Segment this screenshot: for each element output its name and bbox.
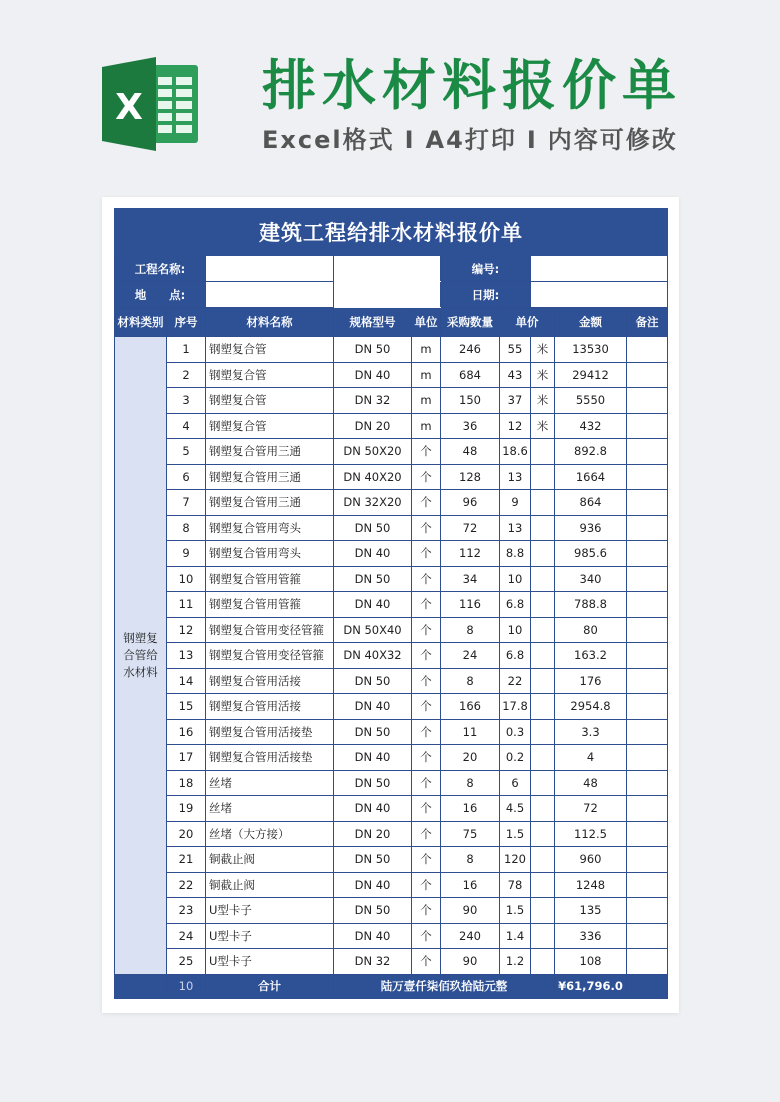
cell-name: 铜截止阀 xyxy=(206,847,334,873)
cell-remark[interactable] xyxy=(627,464,668,490)
cell-name: 丝堵 xyxy=(206,770,334,796)
table-row xyxy=(115,668,668,694)
quote-sheet xyxy=(102,197,679,1013)
cell-price: 4.5 xyxy=(500,796,531,822)
table-row xyxy=(115,592,668,618)
cell-spec: DN 50 xyxy=(334,898,412,924)
cell-price-unit xyxy=(531,668,555,694)
total-blank xyxy=(115,974,167,998)
cell-remark[interactable] xyxy=(627,719,668,745)
cell-name: U型卡子 xyxy=(206,923,334,949)
cell-qty: 116 xyxy=(441,592,500,618)
cell-price: 10 xyxy=(500,617,531,643)
cell-amount: 336 xyxy=(555,923,627,949)
cell-price-unit xyxy=(531,490,555,516)
cell-spec: DN 20 xyxy=(334,821,412,847)
table-row xyxy=(115,464,668,490)
cell-spec: DN 40 xyxy=(334,872,412,898)
cell-no: 25 xyxy=(167,949,206,975)
cell-name: 钢塑复合管 xyxy=(206,337,334,363)
cell-name: 钢塑复合管 xyxy=(206,413,334,439)
cell-unit: 个 xyxy=(412,745,441,771)
cell-price-unit xyxy=(531,719,555,745)
cell-spec: DN 50 xyxy=(334,515,412,541)
cell-spec: DN 50 xyxy=(334,719,412,745)
cell-amount: 892.8 xyxy=(555,439,627,465)
table-row xyxy=(115,745,668,771)
excel-logo-icon xyxy=(100,55,200,153)
cell-unit: 个 xyxy=(412,694,441,720)
cell-price-unit xyxy=(531,592,555,618)
cell-qty: 48 xyxy=(441,439,500,465)
cell-amount: 112.5 xyxy=(555,821,627,847)
cell-qty: 90 xyxy=(441,949,500,975)
cell-remark[interactable] xyxy=(627,821,668,847)
cell-name: 钢塑复合管用弯头 xyxy=(206,515,334,541)
cell-spec: DN 40 xyxy=(334,796,412,822)
cell-price-unit: 米 xyxy=(531,388,555,414)
cell-price-unit xyxy=(531,821,555,847)
col-header-no: 序号 xyxy=(167,308,206,337)
cell-no: 19 xyxy=(167,796,206,822)
table-row xyxy=(115,388,668,414)
cell-remark[interactable] xyxy=(627,898,668,924)
cell-no: 9 xyxy=(167,541,206,567)
cell-amount: 135 xyxy=(555,898,627,924)
cell-unit: 个 xyxy=(412,949,441,975)
col-header-unit: 单位 xyxy=(412,308,441,337)
project-name-field[interactable] xyxy=(206,256,334,282)
cell-unit: 个 xyxy=(412,541,441,567)
cell-price-unit: 米 xyxy=(531,413,555,439)
cell-price: 18.6 xyxy=(500,439,531,465)
cell-remark[interactable] xyxy=(627,439,668,465)
cell-price: 8.8 xyxy=(500,541,531,567)
column-header-row xyxy=(115,308,668,337)
table-row xyxy=(115,770,668,796)
cell-qty: 24 xyxy=(441,643,500,669)
cell-price-unit xyxy=(531,541,555,567)
cell-name: 钢塑复合管 xyxy=(206,362,334,388)
cell-spec: DN 50 xyxy=(334,668,412,694)
cell-remark[interactable] xyxy=(627,388,668,414)
table-row xyxy=(115,898,668,924)
cell-unit: 个 xyxy=(412,898,441,924)
cell-no: 8 xyxy=(167,515,206,541)
cell-qty: 8 xyxy=(441,668,500,694)
cell-remark[interactable] xyxy=(627,617,668,643)
cell-qty: 150 xyxy=(441,388,500,414)
cell-amount: 29412 xyxy=(555,362,627,388)
cell-price: 0.3 xyxy=(500,719,531,745)
cell-unit: m xyxy=(412,413,441,439)
cell-price: 22 xyxy=(500,668,531,694)
cell-no: 4 xyxy=(167,413,206,439)
cell-no: 12 xyxy=(167,617,206,643)
table-row xyxy=(115,847,668,873)
cell-spec: DN 40 xyxy=(334,745,412,771)
cell-price-unit xyxy=(531,617,555,643)
cell-unit: m xyxy=(412,388,441,414)
cell-qty: 11 xyxy=(441,719,500,745)
cell-unit: 个 xyxy=(412,796,441,822)
cell-name: 钢塑复合管用变径管箍 xyxy=(206,643,334,669)
table-row xyxy=(115,490,668,516)
cell-qty: 684 xyxy=(441,362,500,388)
cell-amount: 5550 xyxy=(555,388,627,414)
cell-price: 55 xyxy=(500,337,531,363)
cell-amount: 108 xyxy=(555,949,627,975)
cell-amount: 1248 xyxy=(555,872,627,898)
cell-amount: 864 xyxy=(555,490,627,516)
cell-qty: 20 xyxy=(441,745,500,771)
total-remark xyxy=(627,974,668,998)
cell-no: 3 xyxy=(167,388,206,414)
cell-amount: 80 xyxy=(555,617,627,643)
cell-amount: 3.3 xyxy=(555,719,627,745)
subtitle-separator: I xyxy=(526,126,538,154)
page-title: 排水材料报价单 xyxy=(262,54,682,117)
cell-name: U型卡子 xyxy=(206,949,334,975)
cell-remark[interactable] xyxy=(627,515,668,541)
total-amount-text: 陆万壹仟柒佰玖拾陆元整 xyxy=(334,974,555,998)
total-row xyxy=(115,974,668,998)
col-header-category: 材料类别 xyxy=(115,308,167,337)
table-row xyxy=(115,949,668,975)
cell-remark[interactable] xyxy=(627,643,668,669)
cell-spec: DN 32 xyxy=(334,388,412,414)
cell-remark[interactable] xyxy=(627,872,668,898)
cell-unit: 个 xyxy=(412,668,441,694)
cell-price: 6.8 xyxy=(500,592,531,618)
cell-spec: DN 40 xyxy=(334,694,412,720)
cell-name: 钢塑复合管用三通 xyxy=(206,439,334,465)
cell-amount: 4 xyxy=(555,745,627,771)
cell-qty: 8 xyxy=(441,617,500,643)
info-spacer xyxy=(334,282,441,308)
page-subtitle xyxy=(262,124,678,156)
cell-spec: DN 50X20 xyxy=(334,439,412,465)
cell-price: 6 xyxy=(500,770,531,796)
cell-qty: 246 xyxy=(441,337,500,363)
table-row xyxy=(115,923,668,949)
table-row xyxy=(115,872,668,898)
cell-name: 钢塑复合管 xyxy=(206,388,334,414)
table-row xyxy=(115,796,668,822)
cell-price: 1.2 xyxy=(500,949,531,975)
cell-price: 9 xyxy=(500,490,531,516)
cell-price: 43 xyxy=(500,362,531,388)
cell-qty: 112 xyxy=(441,541,500,567)
category-cell: 钢塑复合管给水材料 xyxy=(115,337,167,975)
cell-price: 13 xyxy=(500,464,531,490)
cell-no: 20 xyxy=(167,821,206,847)
cell-amount: 985.6 xyxy=(555,541,627,567)
cell-no: 6 xyxy=(167,464,206,490)
cell-unit: 个 xyxy=(412,923,441,949)
cell-price-unit xyxy=(531,515,555,541)
col-header-qty: 采购数量 xyxy=(441,308,500,337)
cell-price: 37 xyxy=(500,388,531,414)
table-row xyxy=(115,413,668,439)
cell-spec: DN 40 xyxy=(334,541,412,567)
cell-name: 铜截止阀 xyxy=(206,872,334,898)
project-name-label: 工程名称: xyxy=(115,256,206,282)
cell-remark[interactable] xyxy=(627,745,668,771)
cell-name: 钢塑复合管用弯头 xyxy=(206,541,334,567)
table-row xyxy=(115,541,668,567)
cell-price: 1.5 xyxy=(500,821,531,847)
cell-name: 钢塑复合管用变径管箍 xyxy=(206,617,334,643)
table-row xyxy=(115,362,668,388)
cell-spec: DN 20 xyxy=(334,413,412,439)
subtitle-editable: 内容可修改 xyxy=(547,126,678,154)
cell-unit: 个 xyxy=(412,566,441,592)
cell-unit: 个 xyxy=(412,770,441,796)
total-count: 10 xyxy=(167,974,206,998)
cell-price-unit: 米 xyxy=(531,337,555,363)
cell-remark[interactable] xyxy=(627,413,668,439)
cell-qty: 8 xyxy=(441,847,500,873)
col-header-name: 材料名称 xyxy=(206,308,334,337)
total-label: 合计 xyxy=(206,974,334,998)
cell-amount: 72 xyxy=(555,796,627,822)
info-spacer xyxy=(334,256,441,282)
cell-price: 0.2 xyxy=(500,745,531,771)
cell-unit: 个 xyxy=(412,439,441,465)
col-header-remark: 备注 xyxy=(627,308,668,337)
cell-remark[interactable] xyxy=(627,490,668,516)
cell-unit: m xyxy=(412,362,441,388)
cell-amount: 340 xyxy=(555,566,627,592)
cell-no: 15 xyxy=(167,694,206,720)
cell-qty: 16 xyxy=(441,796,500,822)
cell-remark[interactable] xyxy=(627,694,668,720)
cell-spec: DN 50X40 xyxy=(334,617,412,643)
table-row xyxy=(115,719,668,745)
cell-amount: 13530 xyxy=(555,337,627,363)
cell-price-unit xyxy=(531,770,555,796)
table-row xyxy=(115,643,668,669)
cell-remark[interactable] xyxy=(627,668,668,694)
cell-price-unit xyxy=(531,643,555,669)
cell-unit: 个 xyxy=(412,464,441,490)
cell-price: 12 xyxy=(500,413,531,439)
cell-name: 钢塑复合管用三通 xyxy=(206,464,334,490)
cell-price-unit xyxy=(531,872,555,898)
cell-price-unit xyxy=(531,566,555,592)
total-amount: ¥61,796.0 xyxy=(555,974,627,998)
cell-spec: DN 50 xyxy=(334,847,412,873)
cell-remark[interactable] xyxy=(627,796,668,822)
cell-spec: DN 40 xyxy=(334,592,412,618)
cell-price: 1.4 xyxy=(500,923,531,949)
cell-price-unit xyxy=(531,464,555,490)
subtitle-separator: I xyxy=(404,126,416,154)
date-label: 日期: xyxy=(441,282,531,308)
cell-amount: 936 xyxy=(555,515,627,541)
sheet-title: 建筑工程给排水材料报价单 xyxy=(115,209,668,256)
cell-price-unit xyxy=(531,949,555,975)
cell-unit: 个 xyxy=(412,872,441,898)
cell-unit: 个 xyxy=(412,592,441,618)
subtitle-format: Excel格式 xyxy=(262,126,395,154)
logo-letter: X xyxy=(115,87,143,128)
location-field[interactable] xyxy=(206,282,334,308)
cell-price: 10 xyxy=(500,566,531,592)
cell-price-unit xyxy=(531,796,555,822)
cell-name: U型卡子 xyxy=(206,898,334,924)
cell-price-unit xyxy=(531,923,555,949)
cell-price-unit xyxy=(531,439,555,465)
cell-qty: 75 xyxy=(441,821,500,847)
cell-no: 10 xyxy=(167,566,206,592)
cell-no: 23 xyxy=(167,898,206,924)
table-row xyxy=(115,515,668,541)
cell-price: 78 xyxy=(500,872,531,898)
cell-name: 钢塑复合管用管箍 xyxy=(206,592,334,618)
cell-unit: 个 xyxy=(412,617,441,643)
cell-qty: 34 xyxy=(441,566,500,592)
cell-price-unit: 米 xyxy=(531,362,555,388)
cell-unit: 个 xyxy=(412,643,441,669)
col-header-price: 单价 xyxy=(500,308,555,337)
cell-no: 7 xyxy=(167,490,206,516)
cell-unit: 个 xyxy=(412,847,441,873)
cell-amount: 960 xyxy=(555,847,627,873)
cell-spec: DN 40 xyxy=(334,362,412,388)
cell-name: 钢塑复合管用活接 xyxy=(206,668,334,694)
cell-unit: 个 xyxy=(412,719,441,745)
cell-remark[interactable] xyxy=(627,337,668,363)
cell-amount: 176 xyxy=(555,668,627,694)
cell-unit: 个 xyxy=(412,490,441,516)
cell-spec: DN 50 xyxy=(334,337,412,363)
cell-no: 13 xyxy=(167,643,206,669)
cell-remark[interactable] xyxy=(627,566,668,592)
cell-remark[interactable] xyxy=(627,592,668,618)
number-field[interactable] xyxy=(531,256,668,282)
cell-price-unit xyxy=(531,898,555,924)
cell-remark[interactable] xyxy=(627,847,668,873)
cell-price-unit xyxy=(531,745,555,771)
col-header-amount: 金额 xyxy=(555,308,627,337)
cell-spec: DN 40X32 xyxy=(334,643,412,669)
cell-no: 5 xyxy=(167,439,206,465)
cell-name: 钢塑复合管用活接垫 xyxy=(206,745,334,771)
cell-spec: DN 50 xyxy=(334,770,412,796)
cell-no: 22 xyxy=(167,872,206,898)
table-row xyxy=(115,439,668,465)
cell-qty: 8 xyxy=(441,770,500,796)
cell-name: 钢塑复合管用三通 xyxy=(206,490,334,516)
col-header-spec: 规格型号 xyxy=(334,308,412,337)
cell-price-unit xyxy=(531,847,555,873)
cell-price: 6.8 xyxy=(500,643,531,669)
cell-price: 13 xyxy=(500,515,531,541)
cell-no: 16 xyxy=(167,719,206,745)
cell-unit: 个 xyxy=(412,515,441,541)
cell-price-unit xyxy=(531,694,555,720)
cell-no: 14 xyxy=(167,668,206,694)
cell-price: 120 xyxy=(500,847,531,873)
table-row xyxy=(115,617,668,643)
cell-remark[interactable] xyxy=(627,923,668,949)
date-field[interactable] xyxy=(531,282,668,308)
quote-table xyxy=(114,208,668,999)
cell-remark[interactable] xyxy=(627,362,668,388)
page-header xyxy=(0,0,780,190)
cell-no: 1 xyxy=(167,337,206,363)
cell-amount: 1664 xyxy=(555,464,627,490)
cell-no: 11 xyxy=(167,592,206,618)
cell-unit: 个 xyxy=(412,821,441,847)
cell-qty: 240 xyxy=(441,923,500,949)
cell-name: 钢塑复合管用活接 xyxy=(206,694,334,720)
cell-remark[interactable] xyxy=(627,949,668,975)
cell-amount: 163.2 xyxy=(555,643,627,669)
number-label: 编号: xyxy=(441,256,531,282)
cell-price: 17.8 xyxy=(500,694,531,720)
cell-amount: 432 xyxy=(555,413,627,439)
cell-no: 21 xyxy=(167,847,206,873)
cell-spec: DN 50 xyxy=(334,566,412,592)
cell-no: 18 xyxy=(167,770,206,796)
cell-spec: DN 32 xyxy=(334,949,412,975)
cell-no: 24 xyxy=(167,923,206,949)
table-row xyxy=(115,821,668,847)
cell-remark[interactable] xyxy=(627,770,668,796)
cell-qty: 90 xyxy=(441,898,500,924)
cell-price: 1.5 xyxy=(500,898,531,924)
cell-qty: 166 xyxy=(441,694,500,720)
cell-spec: DN 32X20 xyxy=(334,490,412,516)
table-row xyxy=(115,694,668,720)
cell-unit: m xyxy=(412,337,441,363)
cell-qty: 96 xyxy=(441,490,500,516)
cell-amount: 48 xyxy=(555,770,627,796)
cell-name: 钢塑复合管用管箍 xyxy=(206,566,334,592)
cell-name: 丝堵（大方接） xyxy=(206,821,334,847)
cell-name: 丝堵 xyxy=(206,796,334,822)
cell-amount: 2954.8 xyxy=(555,694,627,720)
subtitle-print: A4打印 xyxy=(425,126,517,154)
cell-spec: DN 40X20 xyxy=(334,464,412,490)
cell-qty: 128 xyxy=(441,464,500,490)
cell-qty: 72 xyxy=(441,515,500,541)
location-label: 地 点: xyxy=(115,282,206,308)
cell-qty: 36 xyxy=(441,413,500,439)
table-row xyxy=(115,566,668,592)
cell-name: 钢塑复合管用活接垫 xyxy=(206,719,334,745)
cell-remark[interactable] xyxy=(627,541,668,567)
table-row xyxy=(115,337,668,363)
cell-no: 2 xyxy=(167,362,206,388)
cell-spec: DN 40 xyxy=(334,923,412,949)
cell-qty: 16 xyxy=(441,872,500,898)
cell-no: 17 xyxy=(167,745,206,771)
cell-amount: 788.8 xyxy=(555,592,627,618)
